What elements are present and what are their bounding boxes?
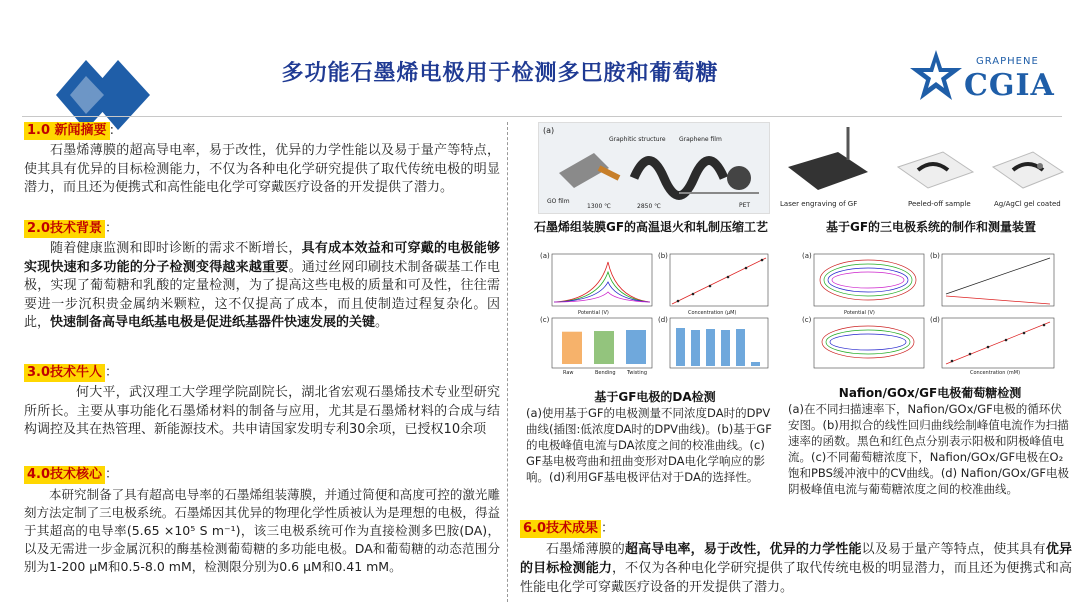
da-bar — [562, 332, 582, 364]
fig2-label-agcl: Ag/AgCl gel coated — [994, 200, 1061, 208]
svg-text:(d): (d) — [930, 316, 940, 324]
da-description: (a)使用基于GF的电极测量不同浓度DA时的DPV曲线(插图:低浓度DA时的DPV曲线)。(b)基于GF的电极峰值电流与DA浓度之间的校准曲线。(c) GF基电极弯曲和扭曲变形对DA电化学响应的影响。(d)利用GF基电极评估对于DA的选择性。 — [526, 406, 772, 484]
fig1-label-t2: 2850 ℃ — [637, 203, 661, 210]
da-bar-label: Raw — [563, 370, 574, 376]
svg-text:(c): (c) — [540, 316, 550, 324]
section-text: 石墨烯薄膜的超高导电率，易于改性，优异的力学性能以及易于量产等特点，使其具有优异的目标检测能力，不仅为各种电化学研究提供了取代传统电极的明显潜力，而且还为便携式和高性能电化学可穿戴医疗设备的开发提供了潜力。 — [520, 542, 1072, 595]
da-a-xlabel: Potential (V) — [578, 310, 609, 316]
page-title: 多功能石墨烯电极用于检测多巴胺和葡萄糖 — [281, 61, 719, 86]
section-head: 4.0技术核心 — [24, 466, 105, 484]
column-divider — [507, 122, 508, 602]
fig2-image — [778, 122, 1070, 212]
da-bar — [626, 330, 646, 364]
electrode-fabrication-illustration — [778, 122, 1070, 212]
star-logo-icon — [908, 48, 964, 104]
cgia-logo — [908, 48, 1058, 108]
section-text: 本研究制备了具有超高电导率的石墨烯组装薄膜，并通过简便和高度可控的激光雕刻方法定制了三电极系统。石墨烯因其优异的物理化学性质被认为是理想的电极，得益于其超高的电导率(5.65 ×10⁵ S m⁻¹)，该三电极系统可作为直接检测多巴胺(DA)，以及无需进一步金属沉积的酶基检测葡萄糖的多功能电极。DA和葡萄糖的动态范围分别为1-200 μM和0.5-8.0 mM，检测限分别为0.6 μM和0.41 mM。 — [24, 487, 500, 574]
da-title: 基于GF电极的DA检测 — [594, 390, 716, 404]
svg-text:(a): (a) — [540, 252, 550, 260]
section-head: 3.0技术牛人 — [24, 364, 105, 382]
fig1-label-t1: 1300 ℃ — [587, 203, 611, 210]
da-bar — [594, 331, 614, 364]
section-head: 2.0技术背景 — [24, 220, 105, 238]
section-text: 何大平，武汉理工大学理学院副院长，湖北省宏观石墨烯技术专业型研究所所长。主要从事功能化石墨烯材料的制备与应用，尤其是石墨烯材料的合成与结构调控及其在热管理、新能源技术。共申请国家发明专利30余项，已授权10余项 — [24, 385, 500, 437]
svg-text:(a): (a) — [802, 252, 812, 260]
da-bar-label: Bending — [595, 370, 616, 376]
section-people: 3.0技术牛人 ： 何大平，武汉理工大学理学院副院长，湖北省宏观石墨烯技术专业型研究所所长。主要从事功能化石墨烯材料的制备与应用，尤其是石墨烯材料的合成与结构调控及其在热管理、新能源技术。共申请国家发明专利30余项，已授权10余项 — [24, 364, 500, 440]
glu-d-xlabel: Concentration (mM) — [970, 370, 1021, 376]
fig2-caption: 基于GF的三电极系统的制作和测量装置 — [825, 220, 1037, 234]
section-background: 2.0技术背景 ： 随着健康监测和即时诊断的需求不断增长，具有成本效益和可穿戴的电极能够实现快速和多功能的分子检测变得越来越重要。通过丝网印刷技术制备碳基工作电极，实现了葡萄糖和乳酸的定量检测，为了提高这些电极的质量和可及性，往往需要进一步沉积贵金属纳米颗粒，这不仅提高了成本，而且使制造过程复杂化。因此，快速制备高导电纸基电极是促进纸基器件快速发展的关键。 — [24, 220, 500, 333]
fig1-label-graphitic: Graphitic structure — [609, 136, 666, 143]
fig1-label-go: GO film — [547, 198, 570, 205]
section-head: 6.0技术成果 — [520, 520, 601, 538]
annealing-process-illustration — [539, 123, 769, 213]
section-news: 1.0 新闻摘要 : 石墨烯薄膜的超高导电率，易于改性，优异的力学性能以及易于量产等特点，使其具有优异的目标检测能力，不仅为各种电化学研究提供了取代传统电极的明显潜力，而且还为便携式和高性能电化学可穿戴医疗设备的开发提供了潜力。 — [24, 122, 500, 198]
glu-plots — [800, 250, 1060, 376]
fig1-caption: 石墨烯组装膜GF的高温退火和轧制压缩工艺 — [533, 220, 769, 234]
svg-text:(d): (d) — [658, 316, 668, 324]
section-head: 1.0 新闻摘要 — [24, 122, 110, 140]
glu-a-xlabel: Potential (V) — [844, 310, 875, 316]
svg-text:(c): (c) — [802, 316, 812, 324]
section-text: 随着健康监测和即时诊断的需求不断增长，具有成本效益和可穿戴的电极能够实现快速和多功能的分子检测变得越来越重要。通过丝网印刷技术制备碳基工作电极，实现了葡萄糖和乳酸的定量检测，为了提高这些电极的质量和可及性，往往需要进一步沉积贵金属纳米颗粒，这不仅提高了成本，而且使制造过程复杂化。因此，快速制备高导电纸基电极是促进纸基器件快速发展的关键。 — [24, 241, 500, 330]
svg-text:(b): (b) — [930, 252, 940, 260]
logo-graphene-text: GRAPHENE — [976, 56, 1039, 67]
da-bar-label: Twisting — [627, 370, 648, 376]
fig1-image — [538, 122, 770, 214]
glu-figure — [800, 250, 1060, 376]
da-plots — [538, 250, 772, 376]
fig1-label-a: (a) — [543, 126, 555, 135]
top-divider — [22, 116, 1062, 117]
section-text: 石墨烯薄膜的超高导电率，易于改性，优异的力学性能以及易于量产等特点，使其具有优异的目标检测能力，不仅为各种电化学研究提供了取代传统电极的明显潜力，而且还为便携式和高性能电化学可穿戴医疗设备的开发提供了潜力。 — [24, 143, 500, 195]
section-result: 6.0技术成果 ： 石墨烯薄膜的超高导电率，易于改性，优异的力学性能以及易于量产等特点，使其具有优异的目标检测能力，不仅为各种电化学研究提供了取代传统电极的明显潜力，而且还为便携式和高性能电化学可穿戴医疗设备的开发提供了潜力。 — [520, 521, 1072, 595]
da-b-xlabel: Concentration (μM) — [688, 310, 737, 316]
fig1-label-film: Graphene film — [679, 136, 722, 143]
logo-cgia-text: CGIA — [964, 68, 1055, 103]
glu-title: Nafion/GOx/GF电极葡萄糖检测 — [838, 386, 1022, 400]
glu-description: (a)在不同扫描速率下，Nafion/GOx/GF电极的循环伏安图。(b)用拟合的线性回归曲线绘制峰值电流作为扫描速率的函数。黑色和红色点分别表示阳极和阴极峰值电流。(c)不同葡萄糖浓度下，Nafion/GOx/GF电极在O₂饱和PBS缓冲液中的CV曲线。(d) Nafion/GOx/GF电极阴极峰值电流与葡萄糖浓度之间的校准曲线。 — [788, 402, 1070, 496]
fig2-label-engraving: Laser engraving of GF — [780, 200, 858, 208]
fig1-label-pet: PET — [739, 202, 751, 209]
svg-text:(b): (b) — [658, 252, 668, 260]
fig2-label-peeled: Peeled-off sample — [908, 200, 971, 208]
section-core: 4.0技术核心 ： 本研究制备了具有超高电导率的石墨烯组装薄膜，并通过简便和高度可控的激光雕刻方法定制了三电极系统。石墨烯因其优异的物理化学性质被认为是理想的电极，得益于其超高的电导率(5.65 ×10⁵ S m⁻¹)，该三电极系统可作为直接检测多巴胺(DA)，以及无需进一步金属沉积的酶基检测葡萄糖的多功能电极。DA和葡萄糖的动态范围分别为1-200 μM和0.5-8.0 mM，检测限分别为0.6 μM和0.41 mM。 — [24, 467, 500, 574]
da-figure — [538, 250, 772, 376]
